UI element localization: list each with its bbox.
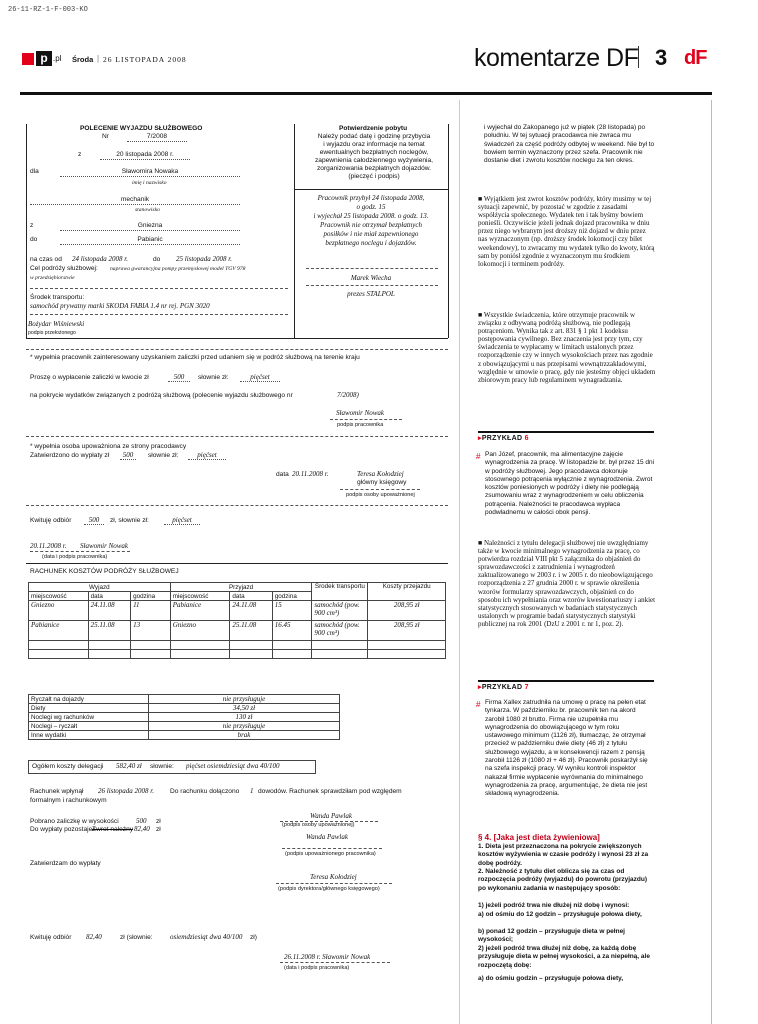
receipt-signature-date: 20.11.2008 r.: [30, 542, 67, 550]
summary-row: Ryczałt na dojazdy nie przysługuje: [29, 695, 340, 704]
hash-icon: #: [476, 700, 481, 709]
departure-city: Gniezna: [60, 222, 240, 231]
example-7-text: Firma Xallex zatrudniła na umowę o pracę na pełen etat tynkarza. W październiku br. pracownik ten na akord zarobił 1080 zł brutto. Firma nie uzupełniła mu wynagrodzenia do obowiązującego w tym roku ustawowego minimum (1126 zł), tłumacząc, że otrzymał przecież w październiku dwie diety (46 zł) z tytułu służbowego wyjazdu, a w konsekwencji razem z pensją zarobił 1126 zł (1080 zł + 46 zł). Pracownik poskarżył się na szefa inspekcji pracy. W wyniku kontroli inspektor nakazał firmie wypłacenie wyrównania do minimalnego wynagrodzenia za pracę, argumentując, że dieta nie jest składową wynagrodzenia.: [485, 699, 648, 798]
trip-purpose: naprawa gwarancyjna pompy przemysłowej model TGV 978: [110, 266, 246, 272]
example-6-label: ▸PRZYKŁAD 6: [478, 435, 529, 442]
employee-name: Sławomira Nowaka: [60, 168, 240, 177]
period-to: 25 listopada 2008 r.: [176, 255, 233, 263]
page-number: 3: [655, 45, 668, 70]
page-code: 26-11-RZ-1-F-003-KO: [8, 6, 88, 14]
costs-summary: [28, 694, 340, 740]
article-paragraph: ■ Wyjątkiem jest zwrot kosztów podróży, który musimy w tej sytuacji zapewnić, by pozostać w zgodzie z zasadami współżycia społecznego. Wydatek ten i tak byśmy bowiem ponieśli. Oczywiście jeżeli jednak dojazd pracownika w dniu przez niego wybranym jest droższy niż dojazd w dniu przez nas wyznaczonym (np. droższy środek lokomocji czy bilet weekendowy), to zwracamy mu wydatek tylko do kwoty, którą sam by poniósł zgodnie z wyznaczonym mu środkiem lokomocji i terminem podróży.: [478, 195, 655, 268]
section-title: komentarze DF: [474, 44, 639, 72]
article-paragraph: ■ Wszystkie świadczenia, które otrzymuje pracownik w związku z odbywaną podróżą służbową, nie podlegają potrąceniom. Wynika tak z art. 831 § 1 pkt 1 kodeksu postępowania cywilnego. Bez znaczenia jest przy tym, czy świadczenia te wypłacamy w limitach ustalonych przez rozporządzenie czy w innych wysokościach przez nas zgodnie z obowiązującymi u nas przepisami wewnątrzzakładowymi, względnie w umowie o pracę, gdy nie jesteśmy objęci układem zbiorowym pracy lub regulaminem wynagradzania.: [478, 311, 656, 384]
received-date: 26 listopada 2008 r.: [98, 787, 155, 795]
order-number: 7/2008: [127, 133, 187, 142]
receipt-signature: Sławomir Nowak: [80, 542, 129, 550]
summary-row: Noclegi wg rachunków 130 zł: [29, 713, 340, 722]
costs-table: Wyjazd Przyjazd Środek transportu Koszty przejazdu miejscowość data godzina miejscowość data godzina Gniezno 24.11.08 11 Pabianice 24.11.08 15 samochód (pow. 900 cm³) 208,95 zł Pabianice 25.11.08 13 Gniezno 25.11.08 16.45 samochód (pow. 900 cm³) 208,95 zł: [28, 582, 446, 659]
director-signature: Teresa Kołodziej: [310, 873, 357, 881]
total-cost-words: pięćset osiemdziesiąt dwa 40/100: [186, 762, 280, 770]
order-date: 20 listopada 2008 r.: [100, 151, 190, 160]
advance-note: * wypełnia pracownik zainteresowany uzyskaniem zaliczki przed udaniem się w podróż służbową na terenie kraju: [30, 354, 360, 361]
example-6-text: Pan Józef, pracownik, ma alimentacyjne zajęcie wynagrodzenia za pracę. W listopadzie br. był przez 15 dni w podróży służbowej. Jego pracodawca dokonuje stosownego potrącenia wyłącznie z wynagrodzenia. Zwrot kosztów poniesionych w podróży i diety nie podlegają zsumowaniu wraz z wynagrodzeniem w celu obliczenia potrącenia. Należności te pracodawca wypłaca podwładnemu w całości obok pensji.: [485, 451, 655, 517]
authorized-note: * wypełnia osoba upoważniona ze strony pracodawcy: [30, 443, 187, 450]
logo-red-icon: [22, 53, 34, 65]
table-row: Gniezno 24.11.08 11 Pabianice 24.11.08 15 samochód (pow. 900 cm³) 208,95 zł: [29, 601, 446, 621]
summary-row: Noclegi – ryczałt nie przysługuje: [29, 722, 340, 731]
employee-authorized-signature: Wanda Pawlak: [306, 833, 348, 841]
hash-icon: #: [476, 452, 481, 461]
header-date: 26 LISTOPADA 2008: [103, 55, 187, 64]
brand-logo: dF: [684, 47, 707, 69]
summary-row: Inne wydatki brak: [29, 731, 340, 740]
total-cost: 582,40 zł: [116, 762, 142, 770]
employee-signature: Sławomir Nowak: [336, 409, 385, 417]
accountant-signature: Teresa Kołodziej: [357, 470, 404, 478]
transport-means: samochód prywatny marki SKODA FABIA 1.4 nr rej. PGN 3020: [30, 302, 210, 310]
destination-city: Pabianic: [60, 236, 240, 245]
section-4-title: § 4. [Jaka jest dieta żywieniowa]: [478, 833, 600, 842]
article-paragraph: i wyjechał do Zakopanego już w piątek (28 listopada) po południu. W tej sytuacji pracodawca nie zwraca mu świadczeń za część podróży odbytej w weekend. Nie był to bowiem termin wyznaczony przez szefa. Pracownik nie dostanie diet i zwrotu kosztów noclegu za ten okres.: [484, 124, 655, 165]
logo-p: p: [36, 51, 52, 66]
costs-title: RACHUNEK KOSZTÓW PODRÓŻY SŁUŻBOWEJ: [30, 568, 179, 575]
employee-position: mechanik: [30, 196, 240, 205]
period-from: 24 listopada 2008 r.: [72, 255, 129, 263]
summary-row: Diety 34,50 zł: [29, 704, 340, 713]
header-day: Środa: [72, 55, 94, 64]
approved-amount: 500: [120, 451, 136, 460]
final-amount: 82,40: [86, 933, 102, 941]
form-title: POLECENIE WYJAZDU SŁUŻBOWEGO: [80, 125, 203, 132]
confirmation-title: Potwierdzenie pobytu: [339, 125, 408, 132]
example-7-label: ▸PRZYKŁAD 7: [478, 684, 529, 691]
approval-date: 20.11.2008 r.: [292, 470, 329, 478]
final-signature: 26.11.2008 r. Sławomir Nowak: [284, 953, 371, 961]
article-paragraph: ■ Należności z tytułu delegacji służbowej nie uwzględniamy także w kwocie minimalnego wynagrodzenia za pracę, co potwierdza rozdział VIII pkt 5 załącznika do objaśnień do sprawozdawczości z zatrudnienia i wynagrodzeń zaktualizowanego w 2003 r. i w 2005 r. do nieobowiązującego rozporządzenia z 27 grudnia 2000 r. w sprawie określenia wzorów formularzy sprawozdawczych, objaśnień co do sposobu ich wypełniania oraz wzorów kwestionariuszy i ankiet statystycznych stosowanych w badaniach statystycznych ustalonych w programie badań statystycznych statystyki publicznej na rok 2001 (DzU z 2001 r. nr 1, poz. 2).: [478, 539, 656, 628]
checker-signature: Wanda Pawlak: [310, 812, 352, 820]
advance-amount: 500: [168, 373, 190, 382]
supervisor-signature: Bożydar Wiśniewski: [28, 320, 85, 328]
table-row: Pabianice 25.11.08 13 Gniezno 25.11.08 16.45 samochód (pow. 900 cm³) 208,95 zł: [29, 621, 446, 641]
receipt-amount: 500: [84, 516, 104, 525]
logo-pl: .pl: [53, 54, 62, 63]
remaining-payment: 82,40: [134, 825, 150, 833]
stay-signature: Marek Wiecha: [350, 274, 392, 282]
